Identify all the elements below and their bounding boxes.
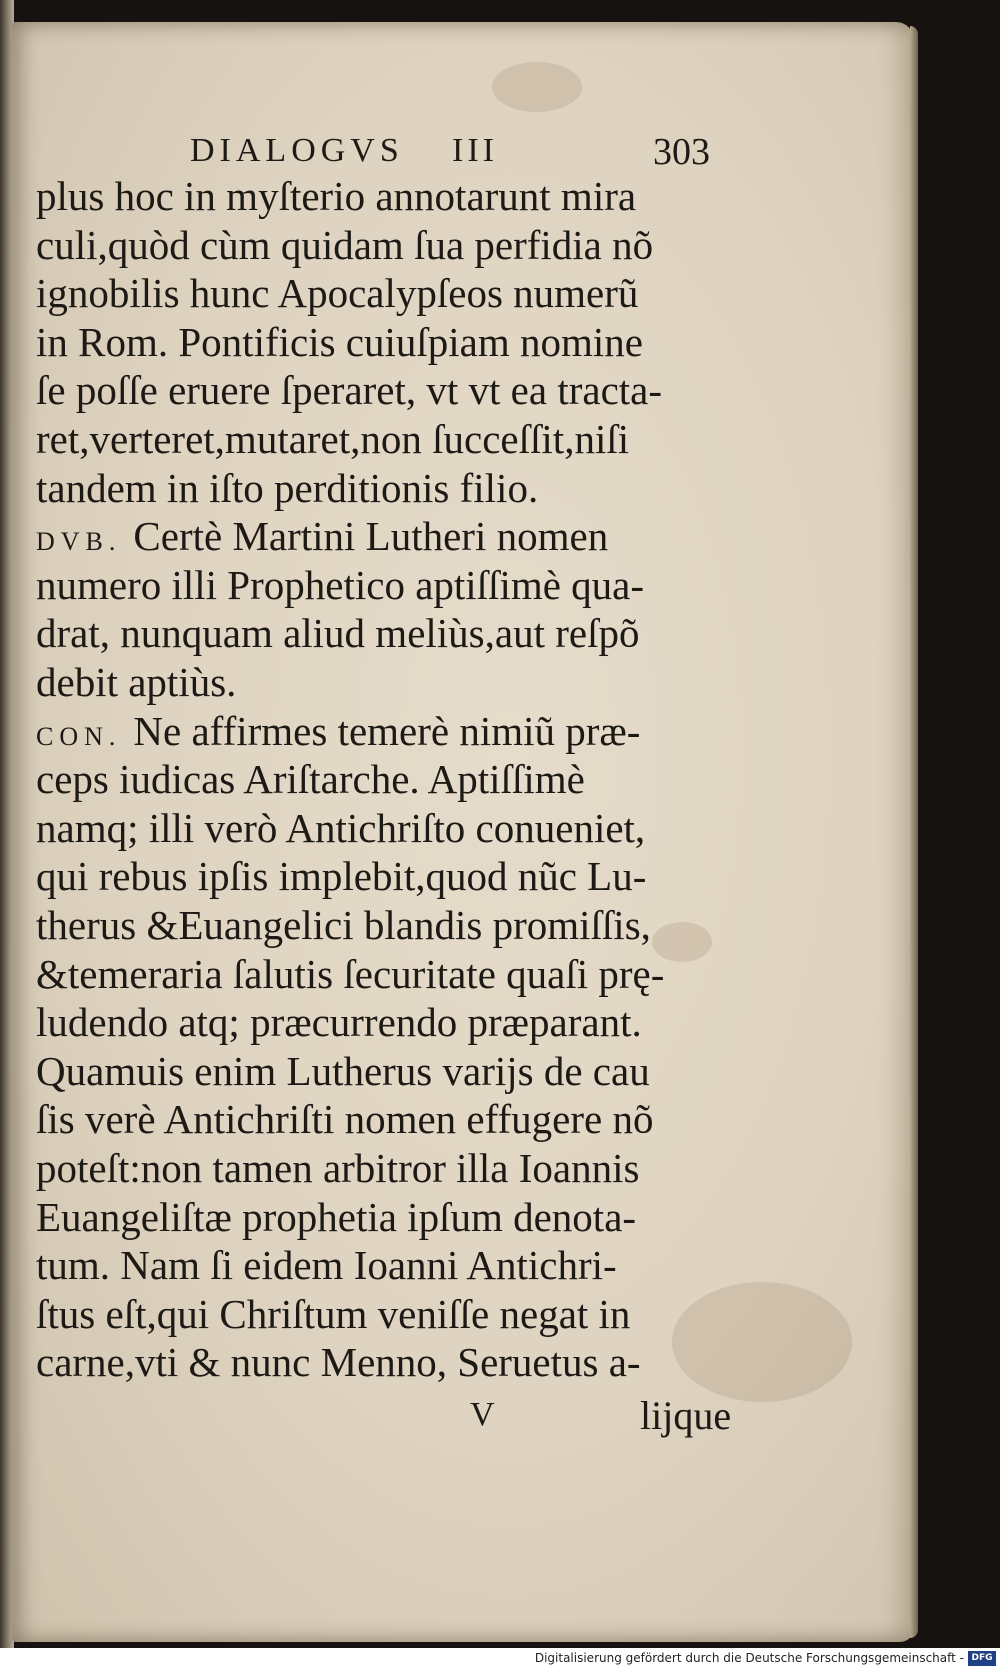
- text-line: [36, 950, 664, 998]
- text-line: [36, 901, 651, 949]
- text-line: [36, 464, 538, 512]
- page-edge: [910, 26, 918, 1638]
- text-line: [36, 1241, 617, 1289]
- line-text: ſe poſſe eruere ſperaret, vt vt ea tracta-: [36, 367, 663, 414]
- line-text: ſis verè Antichriſti nomen effugere nõ: [36, 1096, 654, 1143]
- line-text: in Rom. Pontificis cuiuſpiam nomine: [36, 318, 643, 365]
- text-line: [36, 1290, 630, 1338]
- text-line: [36, 998, 642, 1046]
- text-line: [36, 1144, 639, 1192]
- line-text: carne,vti & nunc Menno, Seruetus a-: [36, 1339, 641, 1386]
- text-line: [36, 852, 646, 900]
- line-text: qui rebus ipſis implebit,quod nũc Lu-: [36, 853, 647, 900]
- digitization-credit-bar: [0, 1648, 1000, 1670]
- line-text: numero illi Prophetico aptiſſimè qua-: [36, 561, 645, 608]
- catchword: lijque: [640, 1393, 732, 1438]
- text-line: [36, 609, 639, 657]
- line-text: ceps iudicas Ariſtarche. Aptiſſimè: [36, 756, 585, 803]
- running-title: DIALOGVS: [190, 132, 404, 169]
- text-line: [36, 707, 640, 755]
- line-text: tum. Nam ſi eidem Ioanni Antichri-: [36, 1242, 617, 1289]
- line-text: debit aptiùs.: [36, 659, 237, 705]
- line-text: poteſt:non tamen arbitror illa Ioannis: [36, 1145, 640, 1191]
- line-text: ignobilis hunc Apocalypſeos numerũ: [36, 270, 639, 317]
- line-text: namq; illi verò Antichriſto conueniet,: [36, 804, 646, 851]
- line-text: culi,quòd cùm quidam ſua perfidia nõ: [36, 221, 654, 268]
- page-footer: [470, 1393, 770, 1446]
- text-line: [36, 1047, 650, 1095]
- line-text: ſtus eſt,qui Chriſtum veniſſe negat in: [36, 1290, 631, 1337]
- line-text: drat, nunquam aliud meliùs,aut reſpõ: [36, 610, 640, 657]
- line-text: Quamuis enim Lutherus varijs de cau: [36, 1047, 650, 1094]
- signature-mark: V: [470, 1396, 495, 1433]
- dfg-logo: DFG: [968, 1651, 996, 1666]
- text-line: [36, 366, 662, 414]
- text-line: [36, 1095, 653, 1143]
- line-text: Euangeliſtæ prophetia ipſum denota-: [36, 1193, 637, 1240]
- line-text: tandem in iſto perditionis filio.: [36, 464, 539, 511]
- text-line: [36, 804, 645, 852]
- line-text: &temeraria ſalutis ſecuritate quaſi prę-: [36, 950, 665, 997]
- paper-stain: [492, 62, 582, 112]
- text-line: [36, 1338, 641, 1386]
- text-line: [36, 1193, 636, 1241]
- text-line: [36, 561, 644, 609]
- folio-number: 303: [653, 131, 710, 173]
- speaker-label: DVB.: [36, 527, 122, 557]
- text-line: [36, 269, 638, 317]
- text-line: [36, 658, 236, 706]
- speaker-label: CON.: [36, 721, 122, 751]
- chapter-number: III: [452, 132, 498, 169]
- line-text: ludendo atq; præcurrendo præparant.: [36, 999, 642, 1046]
- text-line: [36, 221, 653, 269]
- text-line: [36, 755, 585, 803]
- paper-stain: [672, 1282, 852, 1402]
- text-line: [36, 318, 643, 366]
- text-line: [36, 415, 629, 463]
- line-text: Ne affirmes temerè nimiũ præ-: [133, 707, 641, 754]
- line-text: Certè Martini Lutheri nomen: [133, 513, 609, 560]
- text-line: [36, 512, 608, 560]
- line-text: therus &Euangelici blandis promiſſis,: [36, 902, 651, 948]
- text-line: [36, 172, 636, 220]
- line-text: plus hoc in myſterio annotarunt mira: [36, 173, 637, 219]
- line-text: ret,verteret,mutaret,non ſucceſſit,niſi: [36, 416, 630, 462]
- credit-text: Digitalisierung gefördert durch die Deutsche Forschungsgemeinschaft -: [534, 1651, 964, 1665]
